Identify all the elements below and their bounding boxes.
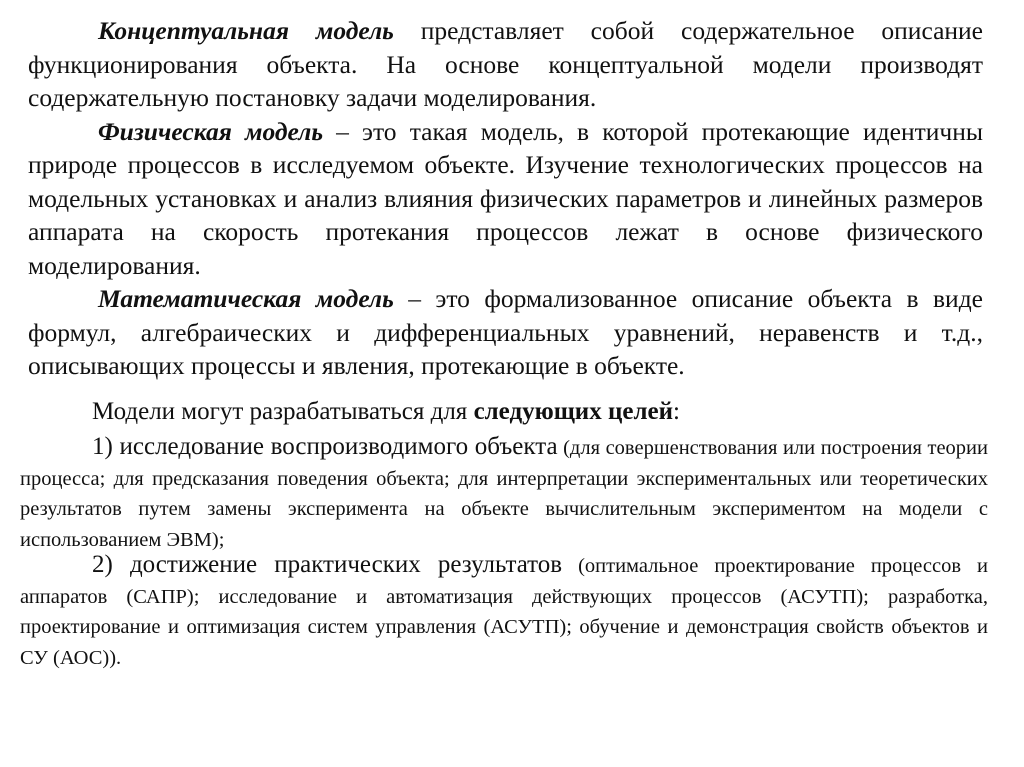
goal-item-2: [20, 550, 988, 674]
goal-item-body: (для совершенствования или построения теории процесса; для предсказания поведения объекта; для интерпретации экспериментальных или теоретических результатов путем замены эксперимента на объекте вычислительным экспериментом на модели с использованием ЭВМ);: [20, 437, 989, 551]
goals-intro: [92, 396, 992, 428]
paragraph-text: – это формализованное описание объекта в виде формул, алгебраических и дифференциальных уравнений, неравенств и т.д., описывающих процессы и явления, протекающие в объекте.: [28, 284, 983, 380]
goals-intro-end: :: [673, 398, 680, 425]
paragraph-text: – это такая модель, в которой протекающие идентичны природе процессов в исследуемом объекте. Изучение технологических процессов на модельных установках и анализ влияния физических параметров и линейных размеров аппарата на скорость протекания процессов лежат в основе физического моделирования.: [28, 116, 983, 280]
goals-intro-bold: следующих целей: [473, 398, 673, 425]
term-mathematical-model: Математическая модель: [98, 284, 394, 313]
model-definitions: [28, 14, 983, 383]
paragraph-mathematical-model: [28, 282, 983, 383]
paragraph-physical-model: [28, 115, 983, 283]
goal-item-body: (оптимальное проектирование процессов и аппаратов (САПР); исследование и автоматизация действующих процессов (АСУТП); разработка, проектирование и оптимизация систем управления (АСУТП); обучение и демонстрация свойств объектов и СУ (АОС)).: [20, 555, 988, 669]
goal-item-1: [20, 432, 988, 556]
paragraph-conceptual-model: [28, 14, 983, 115]
term-physical-model: Физическая модель: [98, 116, 323, 146]
goals-intro-text: Модели могут разрабатываться для: [92, 398, 474, 425]
goal-item-heading: 2) достижение практических результатов: [92, 551, 563, 578]
paragraph-text: представляет собой содержательное описание функционирования объекта. На основе концептуальной модели производят содержательную постановку задачи моделирования.: [28, 16, 984, 112]
term-conceptual-model: Концептуальная модель: [98, 16, 394, 45]
goal-item-heading: 1) исследование воспроизводимого объекта: [92, 433, 558, 460]
